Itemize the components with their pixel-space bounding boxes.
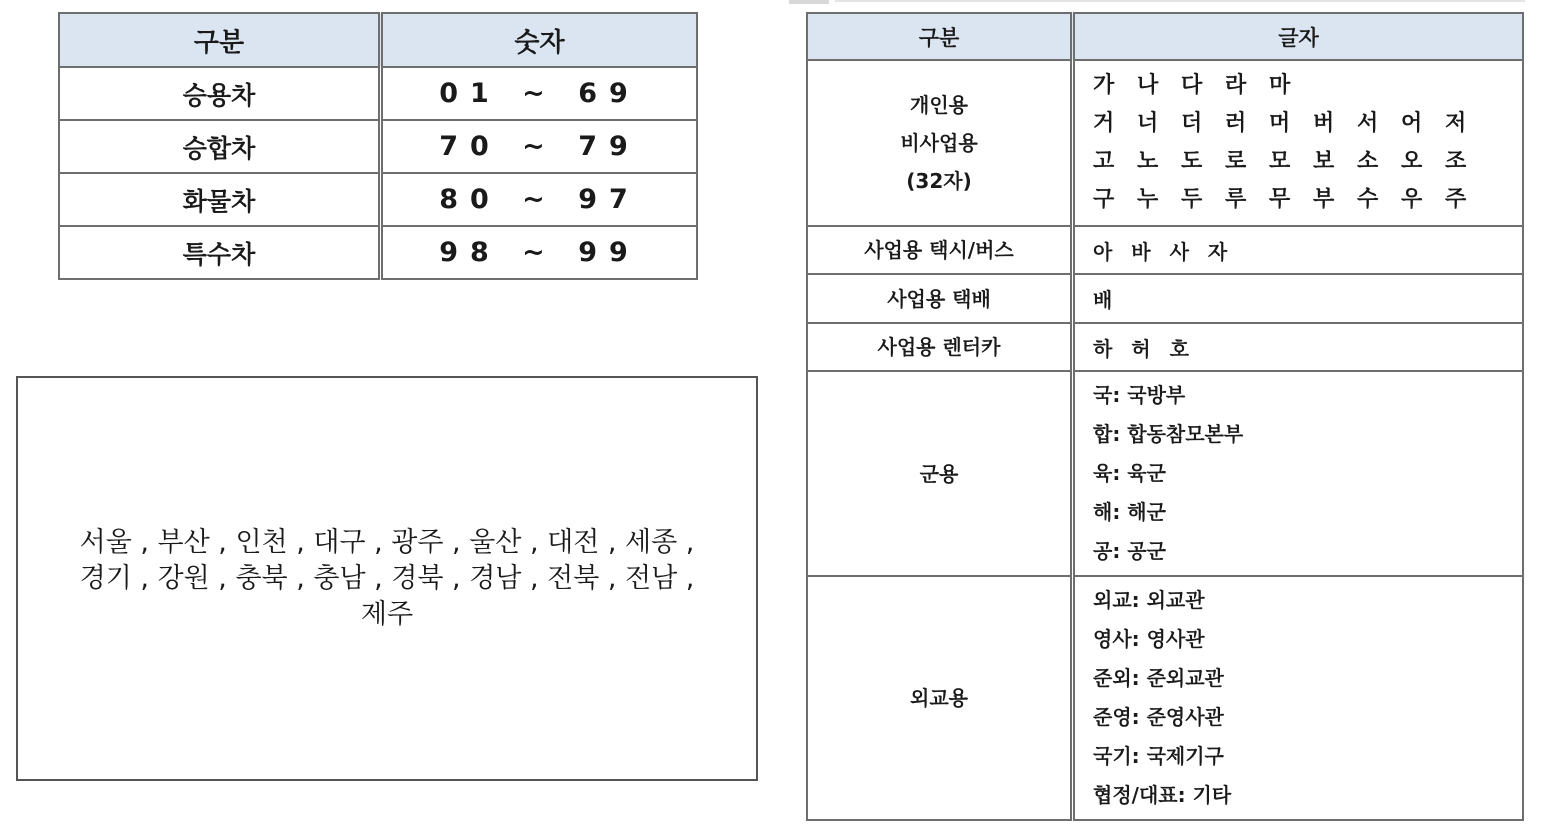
letter-grid [1093,67,1522,219]
letter: 조 [1445,149,1467,174]
letter: 머 [1269,111,1291,136]
region-list [80,525,695,633]
letter: 너 [1137,111,1159,136]
table-row [807,576,1523,820]
category-private [807,60,1073,226]
military-list [1093,376,1522,571]
table-row [807,226,1523,274]
list-item: 육: 육군 [1093,461,1166,485]
header-category: 구분 [59,13,381,67]
table-row [807,60,1523,226]
list-item: 합: 합동참모본부 [1093,422,1244,446]
letter: 저 [1445,111,1467,136]
list-item: 영사: 영사관 [1093,627,1205,651]
list-item: 준영: 준영사관 [1093,705,1224,729]
list-item: 공: 공군 [1093,539,1166,563]
letter: 소 [1357,149,1379,174]
category-label: 비사업용 [900,131,978,155]
letter: 나 [1137,73,1159,98]
letter: 로 [1225,149,1247,174]
region-list-box [16,376,758,781]
letter: 구 [1093,187,1115,212]
number-range: 80 ~ 97 [381,173,698,226]
letters-private [1073,60,1524,226]
list-item: 국: 국방부 [1093,383,1186,407]
header-category: 구분 [807,13,1073,60]
category-rental: 사업용 렌터카 [807,323,1073,371]
table-header-row [59,13,697,67]
number-range: 98 ~ 99 [381,226,698,279]
letter: 거 [1093,111,1115,136]
letter: 수 [1357,187,1379,212]
letters-diplomatic [1073,576,1524,820]
top-edge-tab [789,0,829,4]
header-number: 숫자 [381,13,698,67]
letter: 고 [1093,149,1115,174]
letter: 서 [1357,111,1379,136]
vehicle-letter-table [806,12,1524,821]
category-taxi-bus: 사업용 택시/버스 [807,226,1073,274]
letter: 루 [1225,187,1247,212]
region-line: 서울 , 부산 , 인천 , 대구 , 광주 , 울산 , 대전 , 세종 , [79,526,695,558]
list-item: 외교: 외교관 [1093,588,1205,612]
category-label: (32자) [906,169,972,193]
number-range: 01 ~ 69 [381,67,698,120]
letter: 더 [1181,111,1203,136]
table-row [59,120,697,173]
vehicle-category: 화물차 [59,173,381,226]
header-letters: 글자 [1073,13,1524,60]
table-row [807,371,1523,576]
top-edge-line [835,0,1525,2]
letters-taxi-bus: 아 바 사 자 [1073,226,1524,274]
letter: 오 [1401,149,1423,174]
letter: 무 [1269,187,1291,212]
letter: 누 [1137,187,1159,212]
vehicle-number-table [58,12,698,280]
diplomatic-list [1093,581,1522,815]
list-item: 협정/대표: 기타 [1093,783,1232,807]
letter: 라 [1225,73,1247,98]
list-item: 국기: 국제기구 [1093,744,1224,768]
letter: 노 [1137,149,1159,174]
table-row [59,173,697,226]
category-diplomatic: 외교용 [807,576,1073,820]
table-row [807,274,1523,323]
letters-delivery: 배 [1073,274,1524,323]
vehicle-category: 승합차 [59,120,381,173]
list-item: 해: 해군 [1093,500,1166,524]
vehicle-category: 특수차 [59,226,381,279]
table-header-row [807,13,1523,60]
letter: 모 [1269,149,1291,174]
category-delivery: 사업용 택배 [807,274,1073,323]
number-range: 70 ~ 79 [381,120,698,173]
letter: 러 [1225,111,1247,136]
letter: 우 [1401,187,1423,212]
table-row [807,323,1523,371]
letter: 도 [1181,149,1203,174]
category-military: 군용 [807,371,1073,576]
list-item: 준외: 준외교관 [1093,666,1224,690]
category-label: 개인용 [910,93,968,117]
letter: 두 [1181,187,1203,212]
letter: 가 [1093,73,1115,98]
region-line: 제주 [360,598,414,630]
vehicle-category: 승용차 [59,67,381,120]
table-row [59,67,697,120]
letter: 버 [1313,111,1335,136]
letter: 마 [1269,73,1291,98]
letter: 보 [1313,149,1335,174]
letters-military [1073,371,1524,576]
table-row [59,226,697,279]
letter: 어 [1401,111,1423,136]
letters-rental: 하 허 호 [1073,323,1524,371]
letter: 주 [1445,187,1467,212]
region-line: 경기 , 강원 , 충북 , 충남 , 경북 , 경남 , 전북 , 전남 , [79,562,695,594]
letter: 부 [1313,187,1335,212]
letter: 다 [1181,73,1203,98]
